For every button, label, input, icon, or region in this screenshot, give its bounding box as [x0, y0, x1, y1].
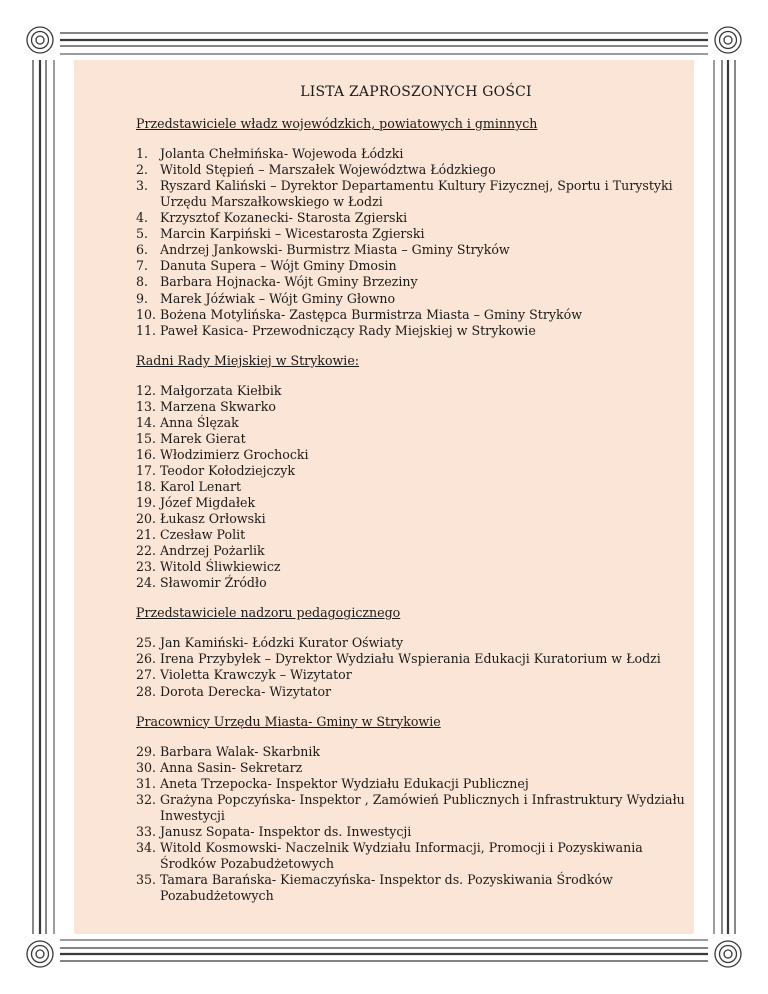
list-item-text: Czesław Polit	[160, 527, 246, 543]
section-heading: Przedstawiciele władz wojewódzkich, powiatowych i gminnych	[136, 116, 538, 132]
list-item	[136, 431, 696, 447]
corner-rosette-icon	[715, 941, 741, 967]
list-item-number: 12.	[136, 382, 157, 398]
list-item-number: 16.	[136, 446, 157, 462]
list-item-number: 27.	[136, 667, 157, 683]
list-item-text: Witold Kosmowski- Naczelnik Wydziału Informacji, Promocji i Pozyskiwania Środków Pozabudżetowych	[160, 839, 643, 871]
list-item-text: Karol Lenart	[160, 478, 242, 494]
list-item-text: Dorota Derecka- Wizytator	[160, 683, 332, 699]
list-item-text: Jan Kamiński- Łódzki Kurator Oświaty	[160, 635, 404, 651]
list-item	[136, 162, 696, 178]
list-item-number: 7.	[136, 258, 149, 274]
list-item-text: Andrzej Jankowski- Burmistrz Miasta – Gminy Stryków	[160, 242, 510, 258]
list-item-number: 5.	[136, 226, 149, 242]
list-item-text: Tamara Barańska- Kiemaczyńska- Inspektor ds. Pozyskiwania Środków Pozabudżetowych	[160, 871, 613, 904]
list-item-number: 14.	[136, 414, 157, 430]
list-item-number: 26.	[136, 651, 157, 667]
list-item-text: Ryszard Kaliński – Dyrektor Departamentu Kultury Fizycznej, Sportu i Turystyki Urzędu Marszałkowskiego w Łodzi	[160, 178, 673, 210]
list-item	[136, 684, 696, 700]
sections-container	[136, 116, 696, 904]
list-item-number: 2.	[136, 162, 149, 178]
list-item	[136, 651, 696, 667]
corner-rosette-icon	[27, 27, 53, 53]
list-item-number: 25.	[136, 635, 157, 651]
list-item-number: 30.	[136, 759, 157, 775]
guest-list	[136, 146, 696, 339]
guest-list	[136, 744, 696, 904]
list-item-number: 19.	[136, 495, 157, 511]
list-item	[136, 667, 696, 683]
section-heading: Pracownicy Urzędu Miasta- Gminy w Strykowie	[136, 713, 441, 729]
list-item-number: 33.	[136, 823, 157, 839]
list-item-text: Marek Gierat	[160, 430, 246, 446]
list-item	[136, 824, 696, 840]
list-item-text: Jolanta Chełmińska- Wojewoda Łódzki	[160, 146, 404, 162]
list-item-text: Irena Przybyłek – Dyrektor Wydziału Wspierania Edukacji Kuratorium w Łodzi	[160, 651, 661, 667]
list-item	[136, 760, 696, 776]
list-item-text: Danuta Supera – Wójt Gminy Dmosin	[160, 258, 397, 274]
list-item	[136, 527, 696, 543]
list-item	[136, 776, 696, 792]
list-item-number: 9.	[136, 290, 149, 306]
list-item-number: 10.	[136, 306, 157, 322]
list-item	[136, 242, 696, 258]
list-item-text: Witold Stępień – Marszałek Województwa Łódzkiego	[160, 162, 496, 178]
list-item	[136, 415, 696, 431]
section-heading: Przedstawiciele nadzoru pedagogicznego	[136, 605, 401, 621]
list-item-text: Witold Śliwkiewicz	[160, 559, 281, 575]
list-item	[136, 291, 696, 307]
list-item	[136, 447, 696, 463]
list-item-text: Barbara Walak- Skarbnik	[160, 743, 321, 759]
list-item-number: 18.	[136, 478, 157, 494]
list-item-number: 22.	[136, 543, 157, 559]
list-item-number: 29.	[136, 743, 157, 759]
list-item-number: 4.	[136, 210, 149, 226]
list-item-text: Marcin Karpiński – Wicestarosta Zgierski	[160, 226, 425, 242]
list-item	[136, 307, 696, 323]
list-item-number: 21.	[136, 527, 157, 543]
guest-section	[136, 116, 696, 339]
list-item-number: 15.	[136, 430, 157, 446]
list-item-text: Marzena Skwarko	[160, 398, 276, 414]
list-item-number: 20.	[136, 511, 157, 527]
guest-list	[136, 383, 696, 592]
corner-rosette-icon	[715, 27, 741, 53]
section-heading: Radni Rady Miejskiej w Strykowie:	[136, 352, 360, 368]
list-item-text: Grażyna Popczyńska- Inspektor , Zamówień Publicznych i Infrastruktury Wydziału Inwestycji	[160, 791, 685, 823]
corner-rosette-icon	[27, 941, 53, 967]
list-item-number: 1.	[136, 146, 149, 162]
list-item-text: Marek Jóźwiak – Wójt Gminy Głowno	[160, 290, 396, 306]
list-item	[136, 872, 696, 904]
list-item-text: Sławomir Źródło	[160, 575, 267, 591]
list-item	[136, 399, 696, 415]
list-item-text: Teodor Kołodziejczyk	[160, 462, 295, 478]
list-item-number: 23.	[136, 559, 157, 575]
list-item	[136, 635, 696, 651]
list-item-text: Paweł Kasica- Przewodniczący Rady Miejskiej w Strykowie	[160, 322, 536, 338]
list-item	[136, 178, 696, 210]
guest-section	[136, 714, 696, 905]
list-item-number: 24.	[136, 575, 157, 591]
list-item-text: Włodzimierz Grochocki	[160, 446, 309, 462]
list-item	[136, 210, 696, 226]
list-item-text: Małgorzata Kiełbik	[160, 382, 282, 398]
list-item-number: 32.	[136, 791, 157, 807]
list-item	[136, 511, 696, 527]
list-item-text: Violetta Krawczyk – Wizytator	[160, 667, 352, 683]
list-item-text: Anna Sasin- Sekretarz	[160, 759, 303, 775]
list-item-number: 35.	[136, 871, 157, 887]
list-item-number: 34.	[136, 839, 157, 855]
list-item-number: 6.	[136, 242, 149, 258]
list-item-text: Łukasz Orłowski	[160, 511, 266, 527]
guest-list	[136, 635, 696, 699]
list-item	[136, 383, 696, 399]
list-item-number: 8.	[136, 274, 149, 290]
list-item-text: Bożena Motylińska- Zastępca Burmistrza Miasta – Gminy Stryków	[160, 306, 582, 322]
list-item-number: 31.	[136, 775, 157, 791]
list-item-text: Barbara Hojnacka- Wójt Gminy Brzeziny	[160, 274, 418, 290]
list-item	[136, 543, 696, 559]
list-item-text: Aneta Trzepocka- Inspektor Wydziału Edukacji Publicznej	[160, 775, 529, 791]
guest-section	[136, 605, 696, 699]
list-item	[136, 274, 696, 290]
list-item-number: 3.	[136, 178, 149, 194]
list-item	[136, 479, 696, 495]
list-item	[136, 146, 696, 162]
list-item	[136, 840, 696, 872]
list-item	[136, 559, 696, 575]
list-item	[136, 792, 696, 824]
list-item	[136, 575, 696, 591]
list-item-number: 13.	[136, 398, 157, 414]
list-item-text: Anna Ślęzak	[160, 414, 239, 430]
list-item	[136, 323, 696, 339]
page-title: LISTA ZAPROSZONYCH GOŚCI	[300, 84, 532, 100]
list-item	[136, 495, 696, 511]
list-item	[136, 258, 696, 274]
list-item-number: 17.	[136, 462, 157, 478]
list-item-number: 11.	[136, 322, 157, 338]
list-item	[136, 463, 696, 479]
list-item-text: Krzysztof Kozanecki- Starosta Zgierski	[160, 210, 408, 226]
list-item	[136, 744, 696, 760]
list-item	[136, 226, 696, 242]
document-body	[136, 84, 696, 918]
guest-section	[136, 353, 696, 592]
list-item-number: 28.	[136, 683, 157, 699]
list-item-text: Andrzej Pożarlik	[160, 543, 265, 559]
list-item-text: Józef Migdałek	[160, 495, 256, 511]
list-item-text: Janusz Sopata- Inspektor ds. Inwestycji	[160, 823, 412, 839]
